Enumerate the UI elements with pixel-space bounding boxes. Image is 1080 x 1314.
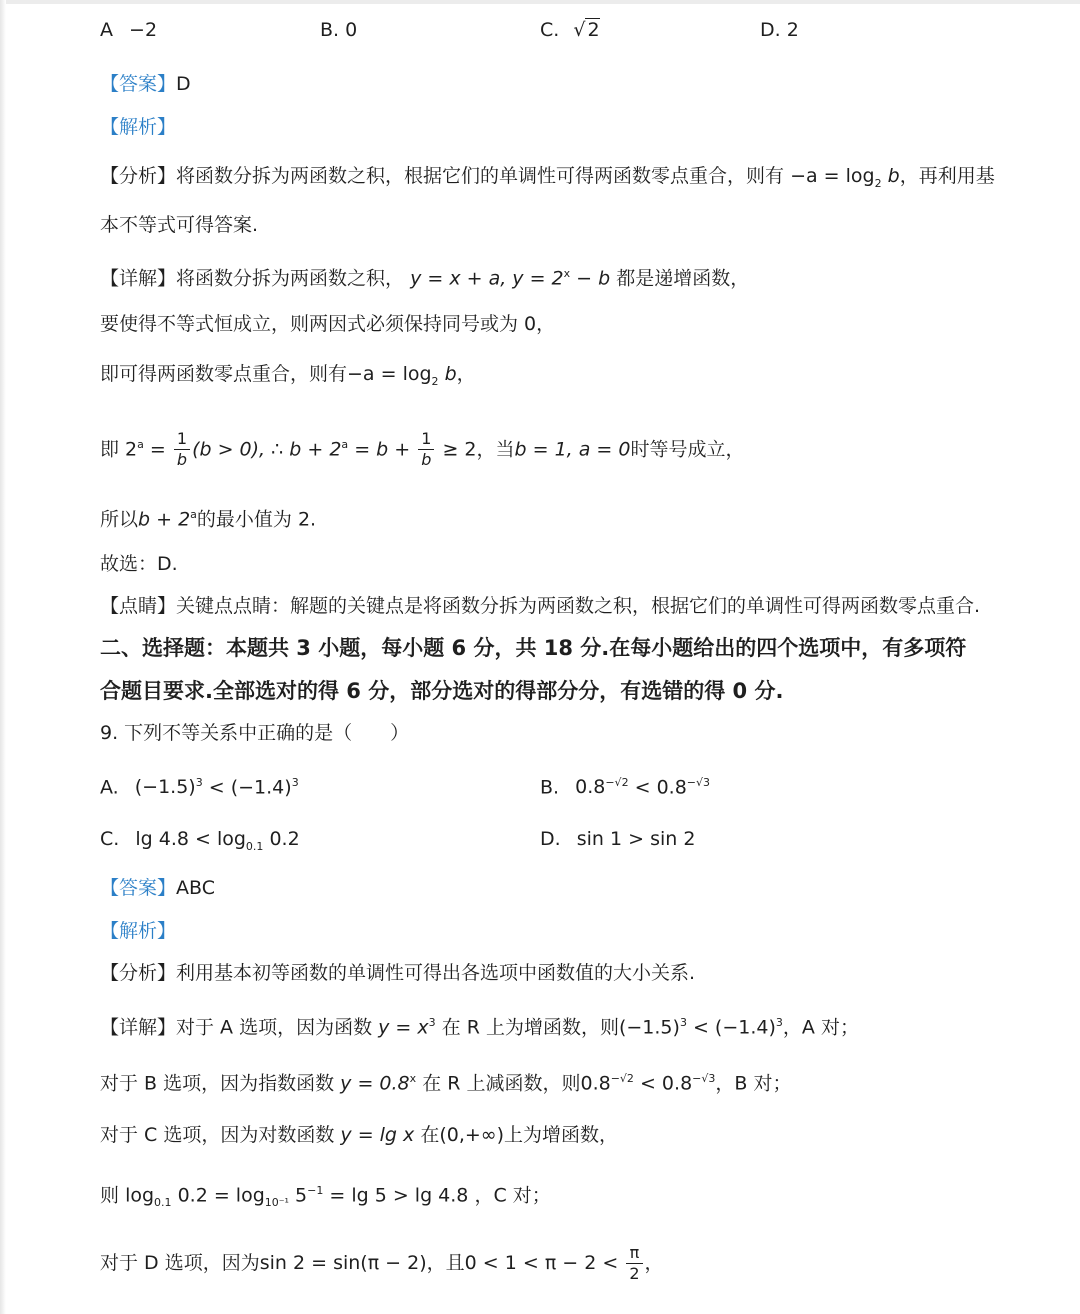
section2-line-2: 合题目要求.全部选对的得 6 分，部分选对的得部分分，有选错的得 0 分. [100,679,784,703]
option-c-math-2: 0.2 [263,828,300,850]
line3-text: 即可得两函数零点重合，则有 [100,363,348,385]
exponent-a: a [137,438,144,451]
q9-option-d [540,827,695,851]
section2-line-1: 二、选择题：本题共 3 小题，每小题 6 分，共 18 分.在每小题给出的四个选项中，有多项符 [100,636,967,660]
exponent-x: x [409,1072,417,1085]
fraction-pi-over-2 [626,1243,642,1284]
detail-c-text-2: 在(0,+∞)上为增函数， [420,1124,619,1146]
fenxi-tag: 【分析】 [100,165,177,187]
line3-comma: ， [456,363,476,385]
line4-text-2: ，当 [476,438,515,461]
line4-geq: ≥ 2 [436,438,477,461]
q9-detail-b [100,1067,791,1095]
page-top-edge [0,0,1080,4]
detail-c2-sub-2: 10⁻¹ [264,1196,289,1210]
prev-option-d: D. 2 [760,19,799,41]
fraction-numerator-pi: π [626,1243,642,1264]
page-left-edge [0,0,6,1314]
dianjing-text: 关键点点睛：解题的关键点是将函数分拆为两函数之积，根据它们的单调性可得两函数零点重合. [176,595,981,617]
q9-option-c [100,827,300,859]
q8-line-3 [100,362,476,394]
fenxi-text: 将函数分拆为两函数之积，根据它们的单调性可得两函数零点重合，则有 [176,165,785,187]
line4-math-2: = b + [348,438,417,461]
fraction-one-over-b-2 [418,429,434,470]
detail-b-math-3: < 0.8 [633,1072,693,1095]
option-a-math: (−1.5) [134,776,196,799]
fenxi-math: −a = log [790,165,875,187]
prev-option-c-label: C. [540,19,560,41]
prev-option-a [100,18,157,42]
option-b-math-2: < 0.8 [628,776,687,799]
option-d-math: sin 1 > sin 2 [576,828,696,850]
detail-c2-math-2: 0.2 = log [171,1184,265,1207]
detail-c2-math: log [125,1184,155,1207]
detail-b-text-3: ，B 对； [715,1072,792,1095]
fraction-numerator: 1 [174,429,190,450]
q9-analysis-tag: 【解析】 [100,920,177,942]
detail-b-text-2: 在 R 上减函数，则 [422,1072,581,1095]
option-c-math: lg 4.8 < log [135,828,246,850]
xiangjie-text: 将函数分拆为两函数之积， [176,267,405,290]
detail-d-math: sin 2 = sin(π − 2) [259,1252,427,1274]
option-a-label: A. [100,776,119,799]
detail-d-comma: ， [644,1252,664,1274]
fenxi-math-b: b [887,165,900,187]
prev-option-a-value: −2 [129,19,158,41]
q8-fenxi-line-1 [100,164,995,196]
q8-xiangjie-line-1 [100,262,749,290]
fraction-denominator-2: b [421,450,432,470]
prev-option-a-label: A [100,19,113,41]
option-d-label: D. [540,828,561,850]
q9-detail-d [100,1240,664,1286]
prev-option-c: C. √ 2 [540,19,600,41]
q8-line-6: 故选：D. [100,553,178,575]
detail-d-text-2: ，且 [426,1252,465,1274]
detail-d-math-2: 0 < 1 < π − 2 < [464,1252,625,1274]
line4-text-3: 时等号成立， [630,438,745,461]
q9-fenxi [100,961,695,985]
detail-c-math: y = lg x [340,1124,415,1146]
line3-math: −a = log [347,363,432,385]
q8-line-4 [100,422,745,472]
detail-d-text: 对于 D 选项，因为 [100,1252,260,1274]
exponent-3-2: 3 [679,1016,687,1029]
option-b-math: 0.8 [575,776,606,799]
q9-option-a [100,771,299,799]
q9-answer [100,876,215,900]
q9-detail-c2 [100,1179,551,1215]
exponent-a-3: a [190,508,197,521]
q9-stem: 9. 下列不等关系中正确的是（ ） [100,722,410,744]
exponent-3-2: 3 [291,776,299,789]
line4-math: (b > 0), ∴ b + 2 [192,438,342,461]
detail-c2-sub: 0.1 [154,1196,172,1210]
fraction-denominator: b [176,450,188,470]
detail-a-text-2: 在 R 上为增函数，则 [441,1016,619,1039]
q8-line-5 [100,503,316,531]
line5-text: 所以 [100,508,139,531]
exponent-3: 3 [428,1016,436,1029]
q8-analysis-tag: 【解析】 [100,116,177,138]
exponent-neg-one: −1 [307,1184,324,1197]
detail-a-math-3: < (−1.4) [686,1016,776,1039]
option-c-sub: 0.1 [245,839,264,853]
line4-math-3: b = 1, a = 0 [514,438,631,461]
prev-option-c-value: 2 [587,19,600,41]
fenxi-tag: 【分析】 [100,962,177,984]
line4-text: 即 2 [100,438,138,461]
detail-c2-text: 则 [100,1184,120,1207]
detail-c2-math-3: 5 [288,1184,308,1207]
q9-detail-c [100,1123,618,1147]
exponent-neg-sqrt2: −√2 [605,776,629,789]
xiangjie-math: y = x + a, y = 2 [410,267,564,290]
detail-a-text: 对于 A 选项，因为函数 [176,1016,373,1039]
exponent-neg-sqrt3: −√3 [692,1072,716,1085]
line4-eq: = [143,438,172,461]
detail-a-math-2: (−1.5) [618,1016,680,1039]
q8-line-2: 要使得不等式恒成立，则两因式必须保持同号或为 0， [100,313,556,335]
q9-detail-a [100,1011,859,1039]
detail-c2-text-2: ，C 对； [474,1184,551,1207]
option-b-label: B. [540,776,560,799]
detail-c2-math-4: = lg 5 > lg 4.8 [323,1184,469,1207]
xiangjie-math-2: − b [570,267,611,290]
xiangjie-tag: 【详解】 [100,1016,177,1039]
fraction-one-over-b [174,429,190,470]
fraction-denominator-2: 2 [629,1264,640,1283]
detail-b-math: y = 0.8 [340,1072,410,1095]
dianjing-tag: 【点睛】 [100,595,177,617]
option-a-math-2: < (−1.4) [202,776,292,799]
detail-b-text: 对于 B 选项，因为指数函数 [100,1072,335,1095]
answer-tag: 【答案】 [100,877,177,899]
option-c-label: C. [100,828,120,850]
exponent-a-2: a [341,438,349,451]
q8-answer [100,72,191,96]
log-base: 2 [431,374,439,388]
line5-text-2: 的最小值为 2. [196,508,317,531]
q8-dianjing [100,594,980,618]
line5-math: b + 2 [138,508,191,531]
fenxi-text: 利用基本初等函数的单调性可得出各选项中函数值的大小关系. [176,962,696,984]
answer-value: D [176,73,191,95]
fraction-numerator-2: 1 [418,429,434,450]
detail-c-text: 对于 C 选项，因为对数函数 [100,1124,335,1146]
q9-option-b [540,771,710,799]
exponent-x: x [563,267,571,280]
exponent-3-3: 3 [775,1016,783,1029]
exponent-neg-sqrt3: −√3 [686,776,711,789]
xiangjie-tag: 【详解】 [100,267,177,290]
q8-fenxi-line-2: 本不等式可得答案. [100,214,259,236]
exponent-3: 3 [195,776,203,789]
fenxi-text-end: ，再利用基 [899,165,995,187]
detail-b-math-2: 0.8 [580,1072,611,1095]
answer-tag: 【答案】 [100,73,177,95]
detail-a-text-3: ，A 对； [782,1016,859,1039]
line3-math-b: b [444,363,457,385]
answer-value: ABC [176,877,215,899]
exponent-neg-sqrt2: −√2 [610,1072,634,1085]
xiangjie-text-end: 都是递增函数， [616,267,750,290]
detail-a-math: y = x [378,1016,429,1039]
prev-option-b: B. 0 [320,19,358,41]
log-base: 2 [874,176,882,190]
